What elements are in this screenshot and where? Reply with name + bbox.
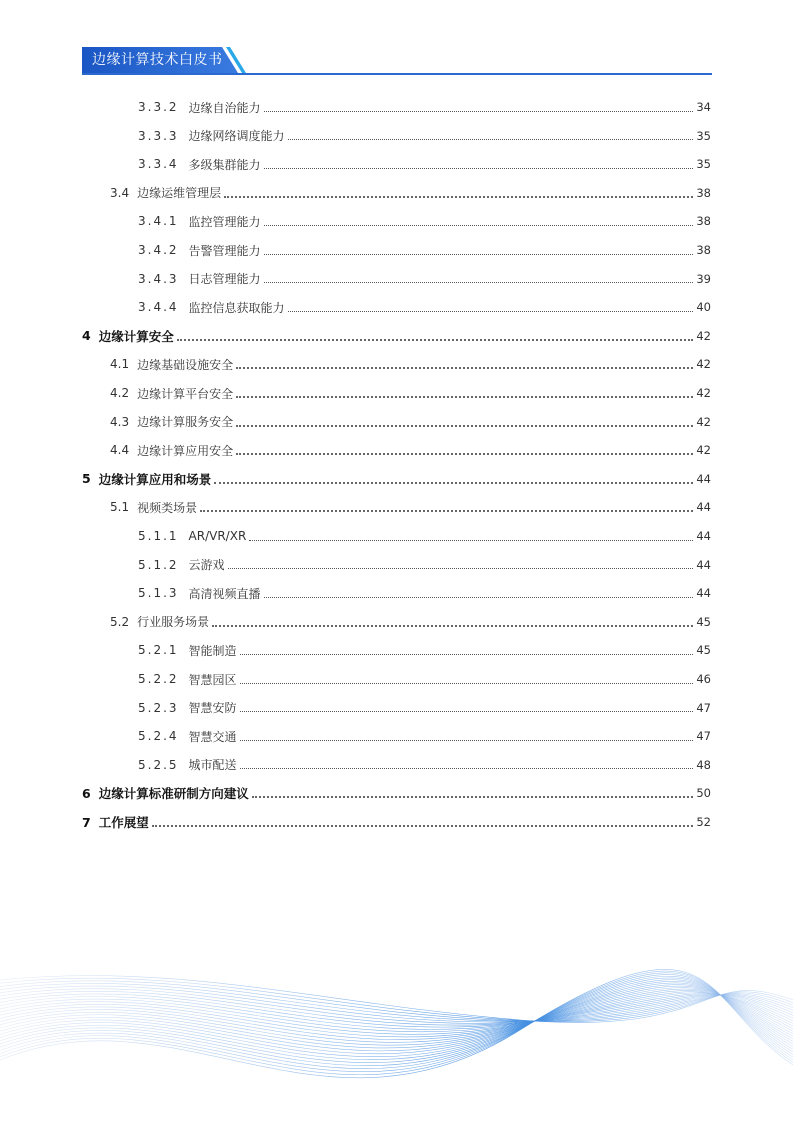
- toc-entry-number: 4: [82, 328, 91, 344]
- toc-entry-title: 云游戏: [188, 558, 225, 573]
- toc-dot-leader: [240, 760, 694, 769]
- toc-dot-leader: [236, 359, 693, 369]
- toc-dot-leader: [200, 502, 693, 512]
- toc-entry-number: 5.2: [110, 614, 130, 629]
- toc-entry-page-number: 42: [696, 357, 711, 372]
- toc-entry-page-number: 35: [696, 128, 711, 143]
- toc-entry-number: 4.2: [110, 386, 130, 400]
- toc-entry[interactable]: [82, 440, 711, 460]
- toc-entry-number: 5.2.4: [138, 729, 179, 744]
- toc-entry-page-number: 47: [696, 700, 711, 715]
- toc-entry-number: 5.2.1: [138, 643, 179, 658]
- toc-entry-number: 5.1: [110, 500, 130, 515]
- toc-dot-leader: [177, 331, 694, 341]
- toc-dot-leader: [264, 217, 694, 226]
- toc-entry-page-number: 50: [696, 786, 711, 801]
- toc-dot-leader: [240, 732, 694, 741]
- toc-entry[interactable]: [82, 469, 711, 489]
- toc-entry-page-number: 42: [696, 328, 711, 343]
- toc-dot-leader: [236, 417, 693, 427]
- wave-line: [0, 983, 793, 1054]
- toc-entry-page-number: 52: [696, 815, 711, 829]
- toc-entry-title: 视频类场景: [137, 500, 198, 515]
- toc-entry[interactable]: [82, 555, 711, 575]
- toc-entry-page-number: 44: [696, 500, 711, 515]
- toc-entry-number: 3.3.3: [138, 128, 179, 143]
- toc-entry[interactable]: [82, 97, 711, 117]
- toc-entry-number: 4.3: [110, 414, 130, 429]
- toc-entry-title: 边缘运维管理层: [137, 186, 222, 201]
- toc-entry-title: 多级集群能力: [188, 157, 261, 172]
- toc-entry-number: 3.4.3: [138, 271, 179, 286]
- header-rule: [82, 73, 712, 75]
- toc-entry[interactable]: [82, 183, 711, 203]
- toc-dot-leader: [214, 474, 693, 484]
- toc-entry[interactable]: [82, 812, 711, 832]
- toc-entry-title: 边缘基础设施安全: [137, 357, 234, 372]
- toc-entry-number: 5.1.2: [138, 557, 179, 572]
- toc-entry-page-number: 44: [696, 586, 711, 601]
- wave-line: [0, 975, 793, 1069]
- toc-dot-leader: [236, 388, 693, 398]
- toc-entry-title: 边缘计算标准研制方向建议: [98, 786, 249, 802]
- toc-entry-title: 监控管理能力: [188, 214, 261, 229]
- toc-entry-number: 5.2.2: [138, 672, 179, 686]
- toc-entry[interactable]: [82, 755, 711, 775]
- toc-entry-page-number: 38: [696, 243, 711, 257]
- toc-dot-leader: [264, 160, 694, 169]
- toc-dot-leader: [236, 445, 693, 455]
- page-header: [82, 47, 712, 75]
- toc-entry[interactable]: [82, 269, 711, 289]
- toc-entry-number: 7: [82, 814, 91, 830]
- toc-entry[interactable]: [82, 326, 711, 346]
- toc-entry-number: 5.2.3: [138, 700, 179, 715]
- document-title: 边缘计算技术白皮书: [92, 52, 223, 68]
- toc-entry-title: 智慧安防: [188, 701, 237, 716]
- toc-entry-title: 边缘计算平台安全: [137, 386, 234, 401]
- toc-entry[interactable]: [82, 240, 711, 260]
- toc-dot-leader: [249, 532, 693, 541]
- toc-entry-number: 3.3.4: [138, 157, 179, 172]
- toc-entry-number: 4.1: [110, 357, 130, 372]
- toc-dot-leader: [240, 675, 694, 684]
- toc-entry-page-number: 48: [696, 757, 711, 772]
- toc-entry-title: 日志管理能力: [188, 272, 261, 287]
- toc-entry-number: 5.1.1: [138, 529, 179, 543]
- toc-entry[interactable]: [82, 698, 711, 718]
- toc-dot-leader: [264, 589, 694, 598]
- toc-entry-page-number: 44: [696, 529, 711, 543]
- toc-dot-leader: [252, 788, 694, 798]
- toc-dot-leader: [240, 703, 694, 712]
- toc-entry-title: 边缘计算服务安全: [137, 415, 234, 430]
- toc-entry-number: 5: [82, 471, 91, 487]
- toc-entry-page-number: 47: [696, 729, 711, 744]
- toc-entry-page-number: 40: [696, 300, 711, 315]
- decorative-wave-graphic: [0, 940, 793, 1122]
- toc-entry-title: 边缘计算应用安全: [137, 443, 234, 458]
- toc-entry-number: 3.4: [110, 185, 130, 200]
- toc-entry-title: 监控信息获取能力: [188, 300, 285, 315]
- toc-entry-page-number: 42: [696, 414, 711, 429]
- toc-entry-page-number: 44: [696, 557, 711, 572]
- toc-entry-number: 3.4.2: [138, 243, 179, 257]
- toc-entry[interactable]: [82, 669, 711, 689]
- toc-entry-title: 智能制造: [188, 643, 237, 658]
- toc-entry-number: 3.4.1: [138, 214, 179, 229]
- toc-dot-leader: [224, 188, 693, 198]
- toc-entry-page-number: 34: [696, 100, 711, 114]
- toc-entry-page-number: 39: [696, 271, 711, 286]
- toc-entry-number: 3.4.4: [138, 300, 179, 315]
- toc-entry-page-number: 44: [696, 471, 711, 486]
- toc-entry-title: 工作展望: [98, 815, 149, 830]
- toc-entry[interactable]: [82, 612, 711, 632]
- toc-entry-title: 边缘计算应用和场景: [98, 471, 212, 487]
- toc-entry-title: AR/VR/XR: [188, 529, 247, 543]
- toc-dot-leader: [228, 560, 694, 569]
- toc-entry-title: 边缘自治能力: [188, 100, 261, 115]
- toc-entry-title: 行业服务场景: [137, 615, 210, 630]
- toc-entry-title: 边缘网络调度能力: [188, 129, 285, 144]
- toc-entry[interactable]: [82, 497, 711, 517]
- toc-entry-number: 5.2.5: [138, 757, 179, 772]
- toc-dot-leader: [152, 817, 694, 827]
- toc-entry[interactable]: [82, 783, 711, 803]
- toc-entry-title: 告警管理能力: [188, 243, 261, 258]
- toc-entry-title: 智慧交通: [188, 729, 237, 744]
- toc-entry[interactable]: [82, 526, 711, 546]
- toc-entry[interactable]: [82, 640, 711, 660]
- toc-entry[interactable]: [82, 383, 711, 403]
- toc-dot-leader: [264, 103, 694, 112]
- toc-entry[interactable]: [82, 354, 711, 374]
- toc-entry[interactable]: [82, 126, 711, 146]
- toc-dot-leader: [264, 246, 694, 255]
- toc-dot-leader: [240, 646, 694, 655]
- toc-entry-page-number: 35: [696, 157, 711, 172]
- toc-entry-page-number: 42: [696, 386, 711, 400]
- toc-dot-leader: [288, 131, 694, 140]
- toc-entry[interactable]: [82, 154, 711, 174]
- toc-dot-leader: [212, 617, 693, 627]
- toc-entry-page-number: 45: [696, 643, 711, 658]
- toc-entry-number: 5.1.3: [138, 586, 179, 601]
- toc-entry-title: 智慧园区: [188, 672, 237, 687]
- toc-entry[interactable]: [82, 412, 711, 432]
- toc-entry-page-number: 38: [696, 185, 711, 200]
- wave-line: [0, 992, 793, 1037]
- toc-entry-number: 6: [82, 785, 91, 801]
- toc-entry-title: 高清视频直播: [188, 586, 261, 601]
- toc-entry-number: 3.3.2: [138, 100, 179, 114]
- toc-dot-leader: [288, 303, 694, 312]
- toc-dot-leader: [264, 274, 694, 283]
- toc-entry[interactable]: [82, 726, 711, 746]
- toc-entry-title: 城市配送: [188, 758, 237, 773]
- toc-entry-page-number: 38: [696, 214, 711, 229]
- toc-entry[interactable]: [82, 211, 711, 231]
- toc-entry[interactable]: [82, 583, 711, 603]
- toc-entry-title: 边缘计算安全: [98, 328, 174, 344]
- toc-entry[interactable]: [82, 297, 711, 317]
- toc-entry-page-number: 42: [696, 443, 711, 458]
- toc-entry-number: 4.4: [110, 443, 130, 458]
- toc-entry-page-number: 46: [696, 672, 711, 686]
- toc-entry-page-number: 45: [696, 614, 711, 629]
